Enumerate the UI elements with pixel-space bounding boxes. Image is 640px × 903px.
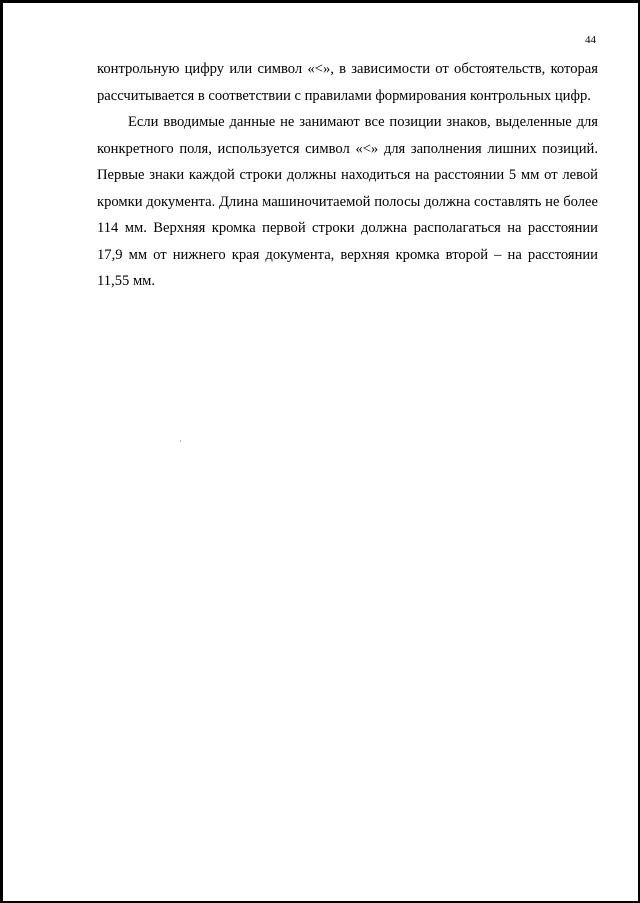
- scan-border-top: [0, 0, 640, 3]
- page-number: 44: [585, 34, 596, 46]
- paragraph-mrz-rules: Если вводимые данные не занимают все позиции знаков, выделенные для конкретного поля, используется символ «<» для заполнения лишних позиций. Первые знаки каждой строки должны находиться на расстоянии 5 мм от левой кромки документа. Длина машиночитаемой полосы должна составлять не более 114 мм. Верхняя кромка первой строки должна располагаться на расстоянии 17,9 мм от нижнего края документа, верхняя кромка второй – на расстоянии 11,55 мм.: [97, 114, 598, 289]
- paragraph-continuation: контрольную цифру или символ «<», в зависимости от обстоятельств, которая рассчитывается в соответствии с правилами формирования контрольных цифр.: [97, 61, 598, 104]
- scan-border-left: [0, 0, 3, 903]
- body-text: [97, 56, 598, 295]
- scan-speck: [180, 440, 181, 442]
